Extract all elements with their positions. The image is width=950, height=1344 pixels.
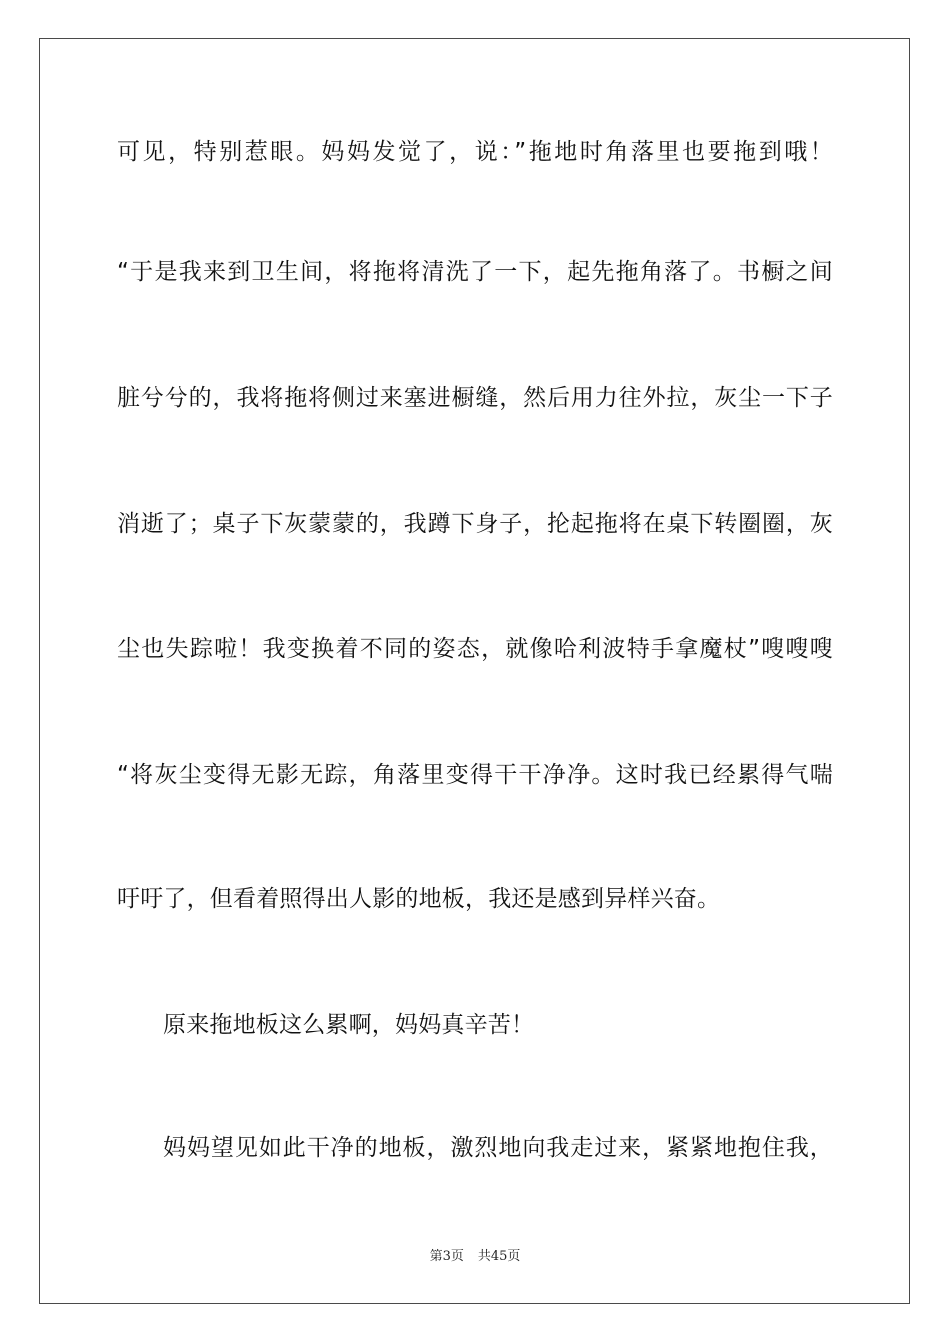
paragraph-line: 消逝了；桌子下灰蒙蒙的，我蹲下身子，抡起拖将在桌下转圈圈，灰 <box>117 511 833 537</box>
page-number: 第3页 <box>429 1249 464 1264</box>
page-footer <box>0 1248 950 1266</box>
paragraph-line: 妈妈望见如此干净的地板，激烈地向我走过来，紧紧地抱住我， <box>163 1135 833 1161</box>
page-border <box>39 38 910 1304</box>
paragraph-line: 尘也失踪啦！我变换着不同的姿态，就像哈利波特手拿魔杖”嗖嗖嗖 <box>117 636 833 662</box>
paragraph-line: 吁吁了，但看着照得出人影的地板，我还是感到异样兴奋。 <box>117 886 721 912</box>
page-total: 共45页 <box>477 1249 521 1264</box>
paragraph-line: 原来拖地板这么累啊，妈妈真辛苦！ <box>163 1012 535 1038</box>
paragraph-line: 可见，特别惹眼。妈妈发觉了，说：”拖地时角落里也要拖到哦！ <box>117 139 833 165</box>
paragraph-line: 脏兮兮的，我将拖将侧过来塞进橱缝，然后用力往外拉，灰尘一下子 <box>117 385 833 411</box>
paragraph-line: “将灰尘变得无影无踪，角落里变得干干净净。这时我已经累得气喘 <box>117 762 833 788</box>
paragraph-line: “于是我来到卫生间，将拖将清洗了一下，起先拖角落了。书橱之间 <box>117 259 833 285</box>
